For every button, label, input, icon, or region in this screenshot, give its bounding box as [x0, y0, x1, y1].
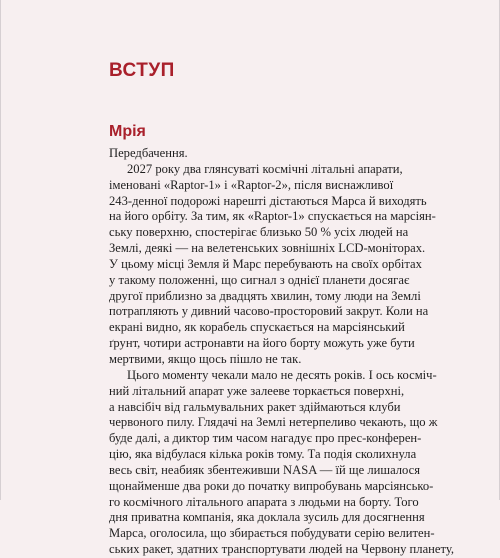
text-line: У цьому місці Земля й Марс перебувають на своїх орбітах: [109, 256, 422, 271]
text-line: ґрунт, чотири астронавти на його борту можуть уже бути: [109, 336, 415, 351]
text-line: другої приблизно за двадцять хвилин, тому люди на Землі: [109, 288, 421, 303]
text-line: весь світ, неабияк збентеживши NASA — їй ще лишалося: [109, 462, 421, 477]
text-line: Марса, оголосила, що збирається побудувати серію велитен-: [109, 526, 435, 541]
section-title: Мрія: [109, 123, 146, 140]
text-line: Цього моменту чекали мало не десять років. І ось косміч-: [127, 367, 437, 382]
text-line: ний літальний апарат уже залееве торкається поверхні,: [109, 383, 405, 398]
chapter-title: ВСТУП: [109, 60, 175, 81]
text-line: мертвими, якщо щось пішло не так.: [109, 351, 302, 366]
text-line: ську поверхню, спостерігає близько 50 % усіх людей на: [109, 225, 409, 240]
text-line: потрапляють у дивний часово-просторовий закрут. Коли на: [109, 304, 429, 319]
text-line: а навсібіч від гальмувальних ракет здіймаються клуби: [109, 399, 401, 414]
text-line: червоного пилу. Глядачі на Землі нетерпеливо чекають, що ж: [109, 415, 438, 430]
text-line: дня приватна компанія, яка доклала зусиль для досягнення: [109, 510, 425, 525]
text-line: 243-денної подорожі нарешті дістаються Марса й виходять: [109, 193, 427, 208]
text-line: щонайменше два роки до початку випробувань марсіянсько-: [109, 478, 434, 493]
text-line: Землі, деякі — на велетенських зовнішніх LCD-моніторах.: [109, 241, 426, 256]
text-line: іменовані «Raptor-1» і «Raptor-2», після виснажливої: [109, 177, 394, 192]
text-line: Передбачення.: [109, 146, 188, 160]
text-line: буде далі, а диктор тим часом нагадує про прес-конферен-: [109, 431, 422, 446]
text-line: ських ракет, здатних транспортувати людей на Червону планету,: [109, 542, 455, 557]
text-line: цію, яка відбулася кілька років тому. Та подія сколихнула: [109, 447, 417, 462]
text-line: го космічного літального апарата з людьми на борту. Того: [109, 494, 419, 509]
text-line: екрані видно, як корабель спускається на марсіянський: [109, 320, 405, 335]
text-line: 2027 року два глянсуваті космічні літальні апарати,: [127, 161, 403, 176]
body-text: [109, 146, 455, 558]
text-line: у такому положенні, що сигнал з однієї планети досягає: [109, 272, 410, 287]
text-line: на його орбіту. За тим, як «Raptor-1» спускається на марсіян-: [109, 209, 436, 224]
